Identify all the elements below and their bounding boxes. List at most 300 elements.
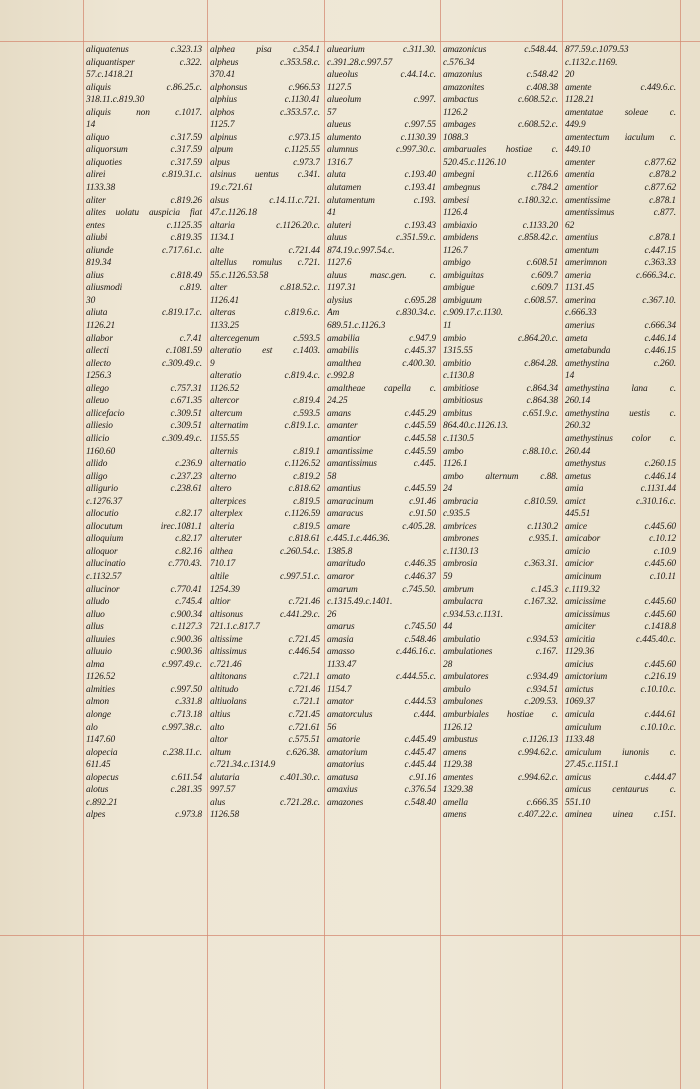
index-entry: amella c.666.35 [443,797,558,808]
index-entry: amazonites c.408.38 [443,82,558,93]
index-entry: ambulo c.934.51 [443,684,558,695]
index-entry: amentum c.447.15 [565,245,676,256]
index-entry: ambo c.88.10.c. [443,446,558,457]
index-entry: amicitia c.445.40.c. [565,634,676,645]
index-entry: altisonus c.441.29.c. [210,609,320,620]
index-entry: 26 [327,609,337,620]
index-entry: ambegnus c.784.2 [443,183,558,194]
index-entry: 11 [443,321,452,332]
index-entry: alto c.721.61 [210,722,320,733]
index-entry: aliquantisper c.322. [86,57,202,68]
index-entry: aliubi c.819.35 [86,233,202,244]
index-entry: amentissime c.878.1 [565,195,676,206]
index-entry: amazones c.548.40 [327,797,436,808]
index-entry: alteria c.819.5 [210,521,320,532]
index-entry: 1126.52 [86,672,116,683]
index-entry: amasia c.548.46 [327,634,436,645]
index-entry: altum c.626.38. [210,747,320,758]
index-entry: 24.25 [327,396,348,407]
index-entry: alternis c.819.1 [210,446,320,457]
index-entry: almities c.997.50 [86,684,202,695]
index-entry: 1126.1 [443,459,468,470]
index-entry: amente c.449.6.c. [565,82,676,93]
index-entry: 55.c.1126.53.58 [210,270,269,281]
index-entry: altaria c.1126.20.c. [210,220,320,231]
index-entry: alo c.997.38.c. [86,722,202,733]
index-entry: alligurio c.238.61 [86,484,202,495]
index-entry: 260.44 [565,446,591,457]
index-entry: amerius c.666.34 [565,321,676,332]
index-entry: c.721.46 [210,659,242,670]
index-entry: alternatim c.819.1.c. [210,421,320,432]
index-entry: 56 [327,722,337,733]
index-entry: alirei c.819.31.c. [86,170,202,181]
index-entry: allecto c.309.49.c. [86,358,202,369]
index-entry: ambrum c.145.3 [443,584,558,595]
index-entry: 260.14 [565,396,591,407]
index-entry: 9 [210,358,215,369]
index-entry: allucinor c.770.41 [86,584,202,595]
index-entry: amantius c.445.59 [327,484,436,495]
index-entry: amasso c.446.16.c. [327,647,436,658]
index-entry: ambo alternum c.88. [443,471,558,482]
index-entry: 445.51 [565,509,591,520]
index-entry: alterplex c.1126.59 [210,509,320,520]
index-entry: altitonans c.721.1 [210,672,320,683]
index-entry: alius c.818.49 [86,270,202,281]
index-entry: amethystinus color c. [565,433,676,444]
index-entry: amaxius c.376.54 [327,785,436,796]
column-rule-left-margin [83,0,84,1089]
index-entry: amentissimus c.877. [565,208,676,219]
index-entry: alotus c.281.35 [86,785,202,796]
index-entry: alysius c.695.28 [327,295,436,306]
index-entry: amerina c.367.10. [565,295,676,306]
index-entry: alterpices c.819.5 [210,496,320,507]
index-entry: alteras c.819.6.c. [210,308,320,319]
index-entry: 997.57 [210,785,236,796]
index-entry: alutamentum c.193. [327,195,436,206]
index-entry: amatorie c.445.49 [327,735,436,746]
index-entry: ambesi c.180.32.c. [443,195,558,206]
index-entry: altercegenum c.593.5 [210,333,320,344]
index-entry: 689.51.c.1126.3 [327,321,386,332]
index-entry: alueolum c.997. [327,95,436,106]
index-entry: alsus c.14.11.c.721. [210,195,320,206]
index-entry: c.1130.5 [443,433,474,444]
index-entry: alpum c.1125.55 [210,145,320,156]
index-entry: 1197.31 [327,283,357,294]
index-entry: 1126.4 [443,208,468,219]
index-entry: ambactus c.608.52.c. [443,95,558,106]
index-entry: amethystus c.260.15 [565,459,676,470]
index-entry: entes c.1125.35 [86,220,202,231]
index-entry: alutamen c.193.41 [327,183,436,194]
index-entry: allocutio c.82.17 [86,509,202,520]
index-entry: alpinus c.973.15 [210,132,320,143]
index-entry: 20 [565,70,575,81]
index-entry: alter c.818.52.c. [210,283,320,294]
index-entry: amicinum c.10.11 [565,571,676,582]
index-entry: amiculum c.10.10.c. [565,722,676,733]
index-entry: alonge c.713.18 [86,709,202,720]
index-entry: c.992.8 [327,371,354,382]
index-entry: 47.c.1126.18 [210,208,257,219]
index-entry: 1385.8 [327,546,353,557]
index-entry: 1129.38 [443,760,473,771]
index-entry: alopecus c.611.54 [86,772,202,783]
index-entry: amantissimus c.445. [327,459,436,470]
index-entry: amazonicus c.548.44. [443,45,558,55]
index-entry: amicabor c.10.12 [565,534,676,545]
index-entry: althea c.260.54.c. [210,546,320,557]
index-entry: 27.45.c.1151.1 [565,760,619,771]
index-entry: 449.10 [565,145,591,156]
index-entry: 28 [443,659,453,670]
index-entry: ambegni c.1126.6 [443,170,558,181]
index-entry: altellus romulus c.721. [210,258,320,269]
index-entry: amazonius c.548.42 [443,70,558,81]
index-entry: alutaria c.401.30.c. [210,772,320,783]
index-entry: amabilis c.445.37 [327,346,436,357]
index-entry: altercor c.819.4 [210,396,320,407]
index-entry: amens c.994.62.c. [443,747,558,758]
index-entry: amia c.1131.44 [565,484,676,495]
index-entry: 318.11.c.819.30 [86,95,145,106]
index-entry: Am c.830.34.c. [327,308,436,319]
index-entry: c.445.1.c.446.36. [327,534,390,545]
index-entry: 58 [327,471,337,482]
index-entry: ametabunda c.446.15 [565,346,676,357]
index-entry: aliquis non c.1017. [86,107,202,118]
index-entry: amethystina lana c. [565,383,676,394]
index-entry: amiculum iunonis c. [565,747,676,758]
index-entry: 1131.45 [565,283,595,294]
index-entry: amarus c.745.50 [327,622,436,633]
index-entry: ambitio c.864.28. [443,358,558,369]
index-entry: c.935.5 [443,509,470,520]
index-entry: amicus c.444.47 [565,772,676,783]
index-entry: 1155.55 [210,433,240,444]
index-entry: amethystina uestis c. [565,408,676,419]
index-entry: alpus c.973.7 [210,157,320,168]
index-entry: ambiguum c.608.57. [443,295,558,306]
index-entry: altercum c.593.5 [210,408,320,419]
index-entry: 721.1.c.817.7 [210,622,260,633]
index-entry: amerimnon c.363.33 [565,258,676,269]
index-entry: alliesio c.309.51 [86,421,202,432]
index-entry: allicefacio c.309.51 [86,408,202,419]
index-entry: aluearium c.311.30. [327,45,436,55]
index-entry: amaritudo c.446.35 [327,559,436,570]
index-entry: 819.34 [86,258,112,269]
index-entry: alus c.721.28.c. [210,797,320,808]
index-entry: ambrices c.1130.2 [443,521,558,532]
index-entry: ambages c.608.52.c. [443,120,558,131]
index-entry: aliquis c.86.25.c. [86,82,202,93]
index-entry: amabilia c.947.9 [327,333,436,344]
index-entry: 1160.60 [86,446,116,457]
index-entry: 864.40.c.1126.13. [443,421,509,432]
index-entry: 1316.7 [327,157,353,168]
index-entry: 1126.41 [210,295,240,306]
index-entry: alueus c.997.55 [327,120,436,131]
index-entry: 1133.48 [565,735,595,746]
index-entry: 1254.39 [210,584,240,595]
index-entry: c.1276.37 [86,496,123,507]
index-entry: aliquoties c.317.59 [86,157,202,168]
index-entry: alumento c.1130.39 [327,132,436,143]
index-entry: alligo c.237.23 [86,471,202,482]
index-entry: alueolus c.44.14.c. [327,70,436,81]
index-entry: aluus c.351.59.c. [327,233,436,244]
index-entry: amaracinum c.91.46 [327,496,436,507]
index-entry: c.909.17.c.1130. [443,308,503,319]
index-entry: aliquo c.317.59 [86,132,202,143]
index-entry: c.1132.57 [86,571,122,582]
index-entry: alloquium c.82.17 [86,534,202,545]
index-entry: 370.41 [210,70,236,81]
index-entry: 41 [327,208,337,219]
index-entry: amentius c.878.1 [565,233,676,244]
index-entry: 1126.52 [210,383,240,394]
index-entry: 1133.38 [86,183,116,194]
index-entry: alteratio est c.1403. [210,346,320,357]
index-entry: alma c.997.49.c. [86,659,202,670]
index-entry: amictus c.10.10.c. [565,684,676,695]
index-entry: ambiguitas c.609.7 [443,270,558,281]
index-entry: amentectum iaculum c. [565,132,676,143]
index-entry: 24 [443,484,453,495]
index-entry: ambidens c.858.42.c. [443,233,558,244]
index-entry: 1129.36 [565,647,595,658]
index-entry: amantior c.445.58 [327,433,436,444]
index-entry: ametus c.446.14 [565,471,676,482]
index-entry: ambracia c.810.59. [443,496,558,507]
index-entry: 710.17 [210,559,236,570]
index-entry: aliusmodi c.819. [86,283,202,294]
index-entry: amanter c.445.59 [327,421,436,432]
column-rule-3 [440,0,441,1089]
index-entry: aluus masc.gen. c. [327,270,436,281]
index-entry: alopecia c.238.11.c. [86,747,202,758]
index-entry: amentia c.878.2 [565,170,676,181]
index-entry: altero c.818.62 [210,484,320,495]
index-entry: ambulacra c.167.32. [443,597,558,608]
index-entry: aluteri c.193.43 [327,220,436,231]
index-entry: 57 [327,107,337,118]
index-entry: alites uolatu auspicia fiat [86,208,202,219]
index-entry: 551.10 [565,797,591,808]
index-entry: allabor c.7.41 [86,333,202,344]
index-entry: alumnus c.997.30.c. [327,145,436,156]
index-entry: amaror c.446.37 [327,571,436,582]
index-entry: 62 [565,220,575,231]
index-entry: 1127.6 [327,258,352,269]
index-entry: alloquor c.82.16 [86,546,202,557]
column-rule-1 [207,0,208,1089]
index-entry: amict c.310.16.c. [565,496,676,507]
index-entry: c.1119.32 [565,584,600,595]
index-entry: 1088.3 [443,132,469,143]
index-entry: 1256.3 [86,371,112,382]
index-entry: altile c.997.51.c. [210,571,320,582]
index-entry: amatorius c.445.44 [327,760,436,771]
index-column-2 [210,44,320,949]
index-entry: 1315.55 [443,346,473,357]
index-entry: amator c.444.53 [327,697,436,708]
index-entry: 260.32 [565,421,591,432]
index-entry: altitudo c.721.46 [210,684,320,695]
index-entry: alphos c.353.57.c. [210,107,320,118]
index-entry: 1154.7 [327,684,352,695]
index-entry: c.934.53.c.1131. [443,609,503,620]
index-entry: 1133.47 [327,659,357,670]
index-entry: aminea uinea c.151. [565,810,676,821]
index-entry: 520.45.c.1126.10 [443,157,506,168]
index-entry: ambio c.864.20.c. [443,333,558,344]
index-entry: alteruter c.818.61 [210,534,320,545]
index-entry: amare c.405.28. [327,521,436,532]
index-entry: 1126.7 [443,245,468,256]
index-entry: 44 [443,622,453,633]
index-entry: ameria c.666.34.c. [565,270,676,281]
index-entry: ambiaxio c.1133.20 [443,220,558,231]
index-entry: ameta c.446.14 [565,333,676,344]
index-entry: 1133.25 [210,321,240,332]
index-entry: amatorium c.445.47 [327,747,436,758]
index-entry: alluuio c.900.36 [86,647,202,658]
index-column-3 [327,44,436,949]
index-entry: amaracus c.91.50 [327,509,436,520]
index-entry: 1127.5 [327,82,352,93]
index-entry: aliquatenus c.323.13 [86,45,202,55]
index-entry: 877.59.c.1079.53 [565,45,629,55]
index-entry: allicio c.309.49.c. [86,433,202,444]
index-entry: aliter c.819.26 [86,195,202,206]
index-entry: 57.c.1418.21 [86,70,134,81]
index-entry: 1125.7 [210,120,235,131]
index-entry: alterno c.819.2 [210,471,320,482]
index-entry: amice c.445.60 [565,521,676,532]
index-entry: amato c.444.55.c. [327,672,436,683]
index-entry: altiuolans c.721.1 [210,697,320,708]
index-entry: alteratio c.819.4.c. [210,371,320,382]
index-entry: amicissime c.445.60 [565,597,676,608]
index-entry: c.666.33 [565,308,597,319]
index-entry: allucinatio c.770.43. [86,559,202,570]
index-entry: amatusa c.91.16 [327,772,436,783]
index-entry: ambigue c.609.7 [443,283,558,294]
index-entry: 874.19.c.997.54.c. [327,245,395,256]
index-entry: alluo c.900.34 [86,609,202,620]
index-entry: aliquorsum c.317.59 [86,145,202,156]
index-entry: 1329.38 [443,785,473,796]
index-entry: 449.9 [565,120,586,131]
index-entry: 19.c.721.61 [210,183,253,194]
index-entry: ambulationes c.167. [443,647,558,658]
index-entry: amburbiales hostiae c. [443,709,558,720]
index-entry: altissime c.721.45 [210,634,320,645]
index-entry: allego c.757.31 [86,383,202,394]
index-entry: amicio c.10.9 [565,546,676,557]
index-entry: amens c.407.22.c. [443,810,558,821]
index-entry: 1126.21 [86,321,116,332]
index-entry: ambitiosus c.864.38 [443,396,558,407]
index-entry: allecti c.1081.59 [86,346,202,357]
index-entry: altor c.575.51 [210,735,320,746]
index-entry: c.892.21 [86,797,118,808]
index-entry: ambaruales hostiae c. [443,145,558,156]
column-rule-right-margin [680,0,681,1089]
index-column-1 [86,44,202,949]
index-entry: amalthea c.400.30. [327,358,436,369]
index-entry: allocutum irec.1081.1 [86,521,202,532]
index-entry: altius c.721.45 [210,709,320,720]
index-entry: 30 [86,295,96,306]
index-entry: amicus centaurus c. [565,785,676,796]
index-entry: c.1130.13 [443,546,479,557]
index-entry: alphonsus c.966.53 [210,82,320,93]
index-entry: aliunde c.717.61.c. [86,245,202,256]
index-entry: ambrosia c.363.31. [443,559,558,570]
index-entry: 14 [565,371,575,382]
index-entry: ambulones c.209.53. [443,697,558,708]
index-entry: alte c.721.44 [210,245,320,256]
index-entry: amethystina c.260. [565,358,676,369]
index-entry: 611.45 [86,760,111,771]
index-entry: alphius c.1130.41 [210,95,320,106]
index-entry: 14 [86,120,96,131]
index-entry: amentior c.877.62 [565,183,676,194]
index-entry: ambitiose c.864.34 [443,383,558,394]
index-entry: almon c.331.8 [86,697,202,708]
index-entry: alluuies c.900.36 [86,634,202,645]
index-entry: c.391.28.c.997.57 [327,57,393,68]
index-entry: ambrones c.935.1. [443,534,558,545]
index-entry: alpes c.973.8 [86,810,202,821]
index-entry: 1134.1 [210,233,235,244]
index-entry: amictorium c.216.19 [565,672,676,683]
column-rule-4 [562,0,563,1089]
index-entry: 1147.60 [86,735,116,746]
index-entry: aluta c.193.40 [327,170,436,181]
index-entry: c.1132.c.1169. [565,57,618,68]
index-entry: 1126.12 [443,722,473,733]
index-entry: ambigo c.608.51 [443,258,558,269]
index-entry: amaltheae capella c. [327,383,436,394]
index-entry: 1128.21 [565,95,595,106]
top-rule-line [0,41,700,42]
index-entry: 1126.58 [210,810,240,821]
index-entry: amentes c.994.62.c. [443,772,558,783]
index-entry: amicius c.445.60 [565,659,676,670]
index-entry: c.1315.49.c.1401. [327,597,393,608]
index-column-5 [565,44,676,949]
index-entry: alpheus c.353.58.c. [210,57,320,68]
index-entry: altior c.721.46 [210,597,320,608]
index-entry: alleuo c.671.35 [86,396,202,407]
index-entry: 1069.37 [565,697,595,708]
column-rule-2 [324,0,325,1089]
index-entry: amenter c.877.62 [565,157,676,168]
index-entry: altissimus c.446.54 [210,647,320,658]
index-entry: alsinus uentus c.341. [210,170,320,181]
index-entry: ambitus c.651.9.c. [443,408,558,419]
index-entry: c.1130.8 [443,371,474,382]
index-entry: allido c.236.9 [86,459,202,470]
index-column-4 [443,44,558,949]
